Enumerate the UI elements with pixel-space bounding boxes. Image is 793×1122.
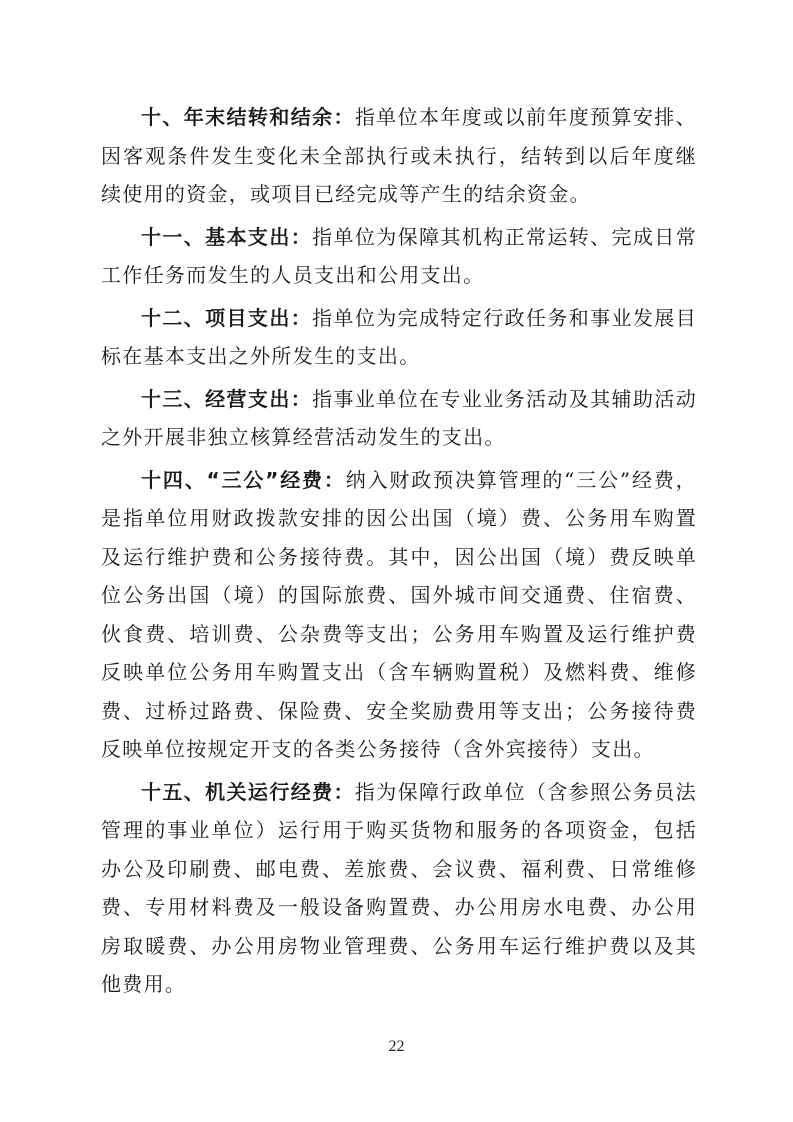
definition-text: 指单位本年度或以前年度预算安排、因客观条件发生变化未全部执行或未执行，结转到以后年度继续使用的资金，或项目已经完成等产生的结余资金。: [101, 105, 697, 206]
term-heading: 十、年末结转和结余：: [141, 105, 355, 129]
definition-paragraph-15: [101, 773, 697, 1004]
term-heading: 十三、经营支出：: [141, 386, 313, 411]
definition-text: 纳入财政预决算管理的“三公”经费，是指单位用财政拨款安排的因公出国（境）费、公务用车购置及运行维护费和公务接待费。其中，因公出国（境）费反映单位公务出国（境）的国际旅费、国外城市间交通费、住宿费、伙食费、培训费、公杂费等支出；公务用车购置及运行维护费反映单位公务用车购置支出（含车辆购置税）及燃料费、维修费、过桥过路费、保险费、安全奖励费用等支出；公务接待费反映单位按规定开支的各类公务接待（含外宾接待）支出。: [101, 467, 697, 761]
definition-paragraph-10: [101, 98, 697, 214]
term-heading: 十四、“三公”经费：: [141, 467, 346, 492]
definition-text: 指单位为保障其机构正常运转、完成日常工作任务而发生的人员支出和公用支出。: [101, 224, 697, 287]
term-heading: 十一、基本支出：: [141, 224, 313, 249]
definition-text: 指单位为完成特定行政任务和事业发展目标在基本支出之外所发生的支出。: [101, 305, 697, 368]
term-heading: 十二、项目支出：: [141, 305, 313, 330]
definition-text: 指为保障行政单位（含参照公务员法管理的事业单位）运行用于购买货物和服务的各项资金，包括办公及印刷费、邮电费、差旅费、会议费、福利费、日常维修费、专用材料费及一般设备购置费、办公用房水电费、办公用房取暖费、办公用房物业管理费、公务用车运行维护费以及其他费用。: [101, 779, 697, 996]
document-body: [101, 98, 697, 1008]
definition-paragraph-11: [101, 218, 697, 295]
definition-paragraph-12: [101, 299, 697, 376]
term-heading: 十五、机关运行经费：: [141, 779, 355, 804]
definition-paragraph-14: [101, 461, 697, 769]
definition-text: 指事业单位在专业业务活动及其辅助活动之外开展非独立核算经营活动发生的支出。: [101, 386, 697, 449]
definition-paragraph-13: [101, 380, 697, 457]
page-number: 22: [388, 1038, 405, 1055]
